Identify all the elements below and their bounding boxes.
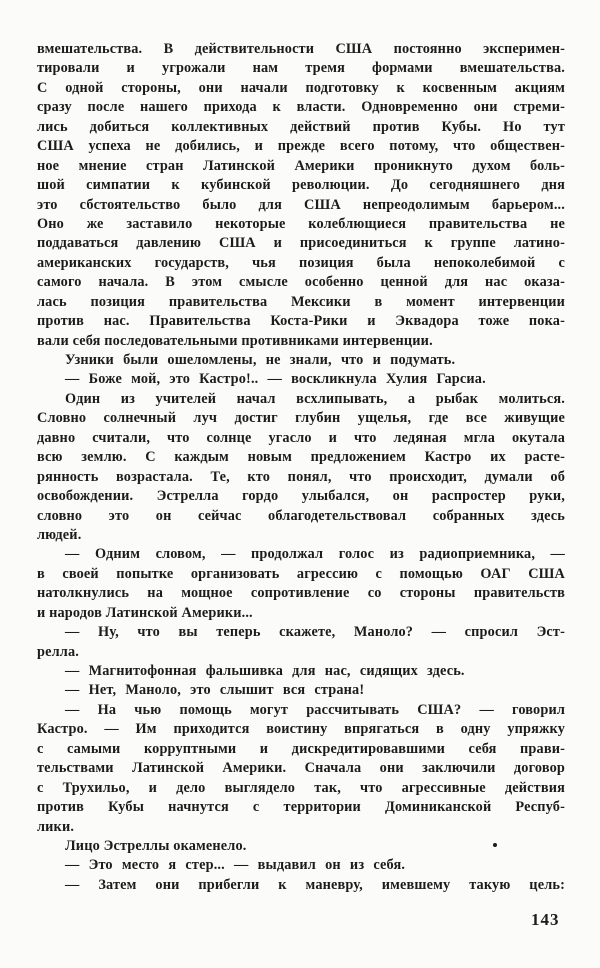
- text-line: — Нет, Маноло, это слышит вся страна!: [65, 682, 365, 699]
- text-line: всю землю. С каждым новым предложением Кастро их расте-: [37, 449, 565, 466]
- paragraph: [37, 623, 565, 662]
- paragraph: [37, 545, 565, 623]
- paragraph: [37, 856, 565, 875]
- text-line: вали себя последовательными противниками интервенции.: [37, 332, 433, 349]
- text-line: С одной стороны, они начали подготовку к косвенным акциям: [37, 79, 565, 96]
- text-line: американских государств, чья позиция была непоколебимой с: [37, 254, 565, 271]
- text-line: лись добиться коллективных действий против Кубы. Но тут: [37, 118, 565, 135]
- paragraph: [37, 681, 565, 700]
- text-line: лики.: [37, 818, 75, 835]
- text-line: — Это место я стер... — выдавил он из себя.: [65, 857, 406, 874]
- text-line: Кастро. — Им приходится воистину впрягаться в одну упряжку: [37, 721, 565, 738]
- text-line: тельствами Латинской Америки. Сначала они заключили договор: [37, 760, 565, 777]
- text-line: против Кубы начнутся с территории Доминиканской Респуб-: [37, 799, 565, 816]
- text-line: самого начала. В этом смысле особенно ценной для нас оказа-: [37, 274, 565, 291]
- text-line: — Магнитофонная фальшивка для нас, сидящих здесь.: [65, 663, 465, 679]
- text-line: против нас. Правительства Коста-Рики и Эквадора тоже пока-: [37, 313, 565, 330]
- text-line: это сбстоятельство было для США непреодолимым барьером...: [37, 196, 565, 213]
- paragraph: [37, 370, 565, 389]
- text-line: давно считали, что солнце угасло и что ледяная мгла окутала: [37, 429, 565, 446]
- text-line: и народов Латинской Америки...: [37, 604, 253, 621]
- text-line: поддаваться давлению США и присоединиться к группе латино-: [37, 235, 565, 252]
- text-line: словно это он сейчас облагодетельствовал собранных здесь: [37, 507, 565, 524]
- paragraph: [37, 662, 565, 681]
- text-line: с самыми корруптными и дискредитировавшими себя прави-: [37, 740, 565, 757]
- paragraph: [37, 351, 565, 370]
- ink-dot-artifact: [493, 843, 497, 847]
- paragraph: [37, 40, 565, 351]
- text-line: — Затем они прибегли к маневру, имевшему такую цель:: [65, 876, 565, 893]
- text-line: США успеха не добились, и прежде всего потому, что обществен-: [37, 138, 565, 155]
- text-line: релла.: [37, 643, 79, 660]
- text-line: Словно солнечный луч достиг глубин ущелья, где все живущие: [37, 410, 565, 427]
- text-line: освобождении. Эстрелла гордо улыбался, он распростер руки,: [37, 488, 565, 505]
- text-line: с Трухильо, и дело выглядело так, что агрессивные действия: [37, 779, 565, 796]
- text-line: лась позиция правительства Мексики в момент интервенции: [37, 293, 565, 310]
- paragraph: [37, 701, 565, 837]
- text-line: людей.: [37, 526, 82, 543]
- text-line: шой симпатии к кубинской революции. До сегодняшнего дня: [37, 177, 565, 194]
- text-line: тировали и угрожали нам тремя формами вмешательства.: [37, 60, 565, 77]
- page-text: [37, 40, 565, 895]
- text-line: — Ну, что вы теперь скажете, Маноло? — спросил Эст-: [65, 624, 565, 641]
- text-line: рянность возрастала. Те, кто понял, что происходит, думали об: [37, 468, 565, 485]
- paragraph: [37, 876, 565, 895]
- text-line: сразу после нашего прихода к власти. Одновременно они стреми-: [37, 99, 565, 116]
- text-line: — Одним словом, — продолжал голос из радиоприемника, —: [65, 546, 565, 563]
- text-line: ное мнение стран Латинской Америки проникнуто духом боль-: [37, 157, 565, 174]
- text-line: Оно же заставило некоторые колеблющиеся правительства не: [37, 215, 565, 232]
- page-number: 143: [531, 910, 560, 929]
- text-line: Узники были ошеломлены, не знали, что и подумать.: [65, 352, 456, 368]
- text-line: — На чью помощь могут рассчитывать США? — говорил: [65, 701, 565, 718]
- text-line: Один из учителей начал всхлипывать, а рыбак молиться.: [65, 390, 565, 407]
- text-line: — Боже мой, это Кастро!.. — воскликнула Хулия Гарсиа.: [65, 371, 486, 388]
- paragraph: [37, 390, 565, 546]
- text-line: в своей попытке организовать агрессию с помощью ОАГ США: [37, 565, 565, 582]
- text-line: вмешательства. В действительности США постоянно эксперимен-: [37, 41, 565, 57]
- text-line: натолкнулись на мощное сопротивление со стороны правительств: [37, 585, 565, 602]
- text-line: Лицо Эстреллы окаменело.: [65, 837, 247, 854]
- paragraph: [37, 837, 565, 856]
